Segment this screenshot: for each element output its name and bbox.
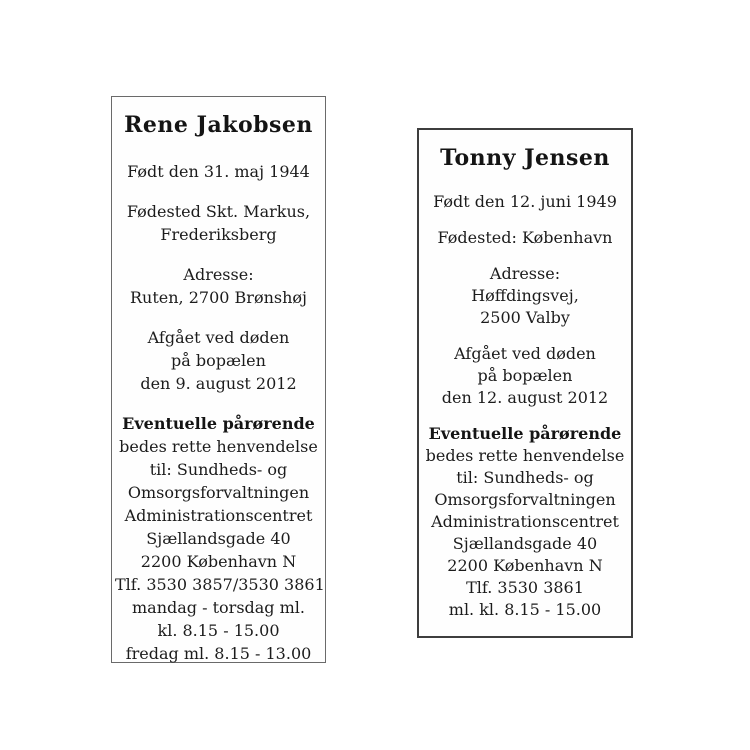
birth-date: Født den 12. juni 1949 bbox=[433, 192, 617, 211]
phone-number: Tlf. 3530 3861 bbox=[466, 578, 584, 597]
contact-line: bedes rette henvendelse bbox=[119, 437, 318, 456]
address-label: Adresse: bbox=[489, 264, 561, 283]
phone-number: Tlf. 3530 3857/3530 3861 bbox=[115, 575, 325, 594]
address-section bbox=[115, 263, 322, 309]
relatives-contact-section bbox=[115, 412, 325, 665]
office-hours-line: mandag - torsdag ml. bbox=[131, 598, 306, 617]
contact-line: Administrationscentret bbox=[124, 506, 313, 525]
address-line: Høffdingsvej, bbox=[471, 286, 579, 305]
office-hours-line: ml. kl. 8.15 - 15.00 bbox=[448, 600, 602, 619]
relatives-heading: Eventuelle pårørende bbox=[428, 424, 622, 443]
death-line: Afgået ved døden bbox=[454, 344, 596, 363]
relatives-heading: Eventuelle pårørende bbox=[122, 414, 315, 433]
address-label: Adresse: bbox=[183, 265, 254, 284]
contact-line: 2200 København N bbox=[140, 552, 297, 571]
deceased-name: Rene Jakobsen bbox=[124, 112, 313, 138]
birth-date: Født den 31. maj 1944 bbox=[127, 162, 310, 181]
death-section bbox=[115, 326, 322, 395]
birthplace-line: Frederiksberg bbox=[160, 225, 277, 244]
contact-line: til: Sundheds- og bbox=[149, 460, 288, 479]
birth-date-section bbox=[115, 160, 322, 183]
birthplace-section bbox=[115, 200, 322, 246]
birthplace-line: Fødested Skt. Markus, bbox=[126, 202, 311, 221]
office-hours-line: fredag ml. 8.15 - 13.00 bbox=[125, 644, 312, 663]
death-line: Afgået ved døden bbox=[147, 328, 290, 347]
contact-line: bedes rette henvendelse bbox=[425, 446, 625, 465]
death-line: den 12. august 2012 bbox=[441, 388, 609, 407]
address-line: 2500 Valby bbox=[480, 308, 570, 327]
contact-line: 2200 København N bbox=[447, 556, 603, 575]
contact-line: Omsorgsforvaltningen bbox=[434, 490, 616, 509]
contact-line: Sjællandsgade 40 bbox=[146, 529, 291, 548]
birthplace-line: Fødested: København bbox=[437, 228, 613, 247]
address-section bbox=[422, 263, 628, 329]
death-line: på bopælen bbox=[171, 351, 266, 370]
relatives-contact-section bbox=[422, 423, 628, 621]
death-notice-right bbox=[417, 128, 633, 638]
deceased-name: Tonny Jensen bbox=[440, 145, 610, 171]
office-hours-line: kl. 8.15 - 15.00 bbox=[157, 621, 280, 640]
birth-date-section bbox=[422, 191, 628, 213]
contact-line: Administrationscentret bbox=[431, 512, 619, 531]
contact-line: Sjællandsgade 40 bbox=[452, 534, 598, 553]
birthplace-section bbox=[422, 227, 628, 249]
address-line: Ruten, 2700 Brønshøj bbox=[130, 288, 307, 307]
contact-line: til: Sundheds- og bbox=[456, 468, 594, 487]
contact-line: Omsorgsforvaltningen bbox=[127, 483, 310, 502]
death-notice-left bbox=[111, 96, 326, 663]
death-line: den 9. august 2012 bbox=[140, 374, 297, 393]
death-section bbox=[422, 343, 628, 409]
death-line: på bopælen bbox=[477, 366, 573, 385]
